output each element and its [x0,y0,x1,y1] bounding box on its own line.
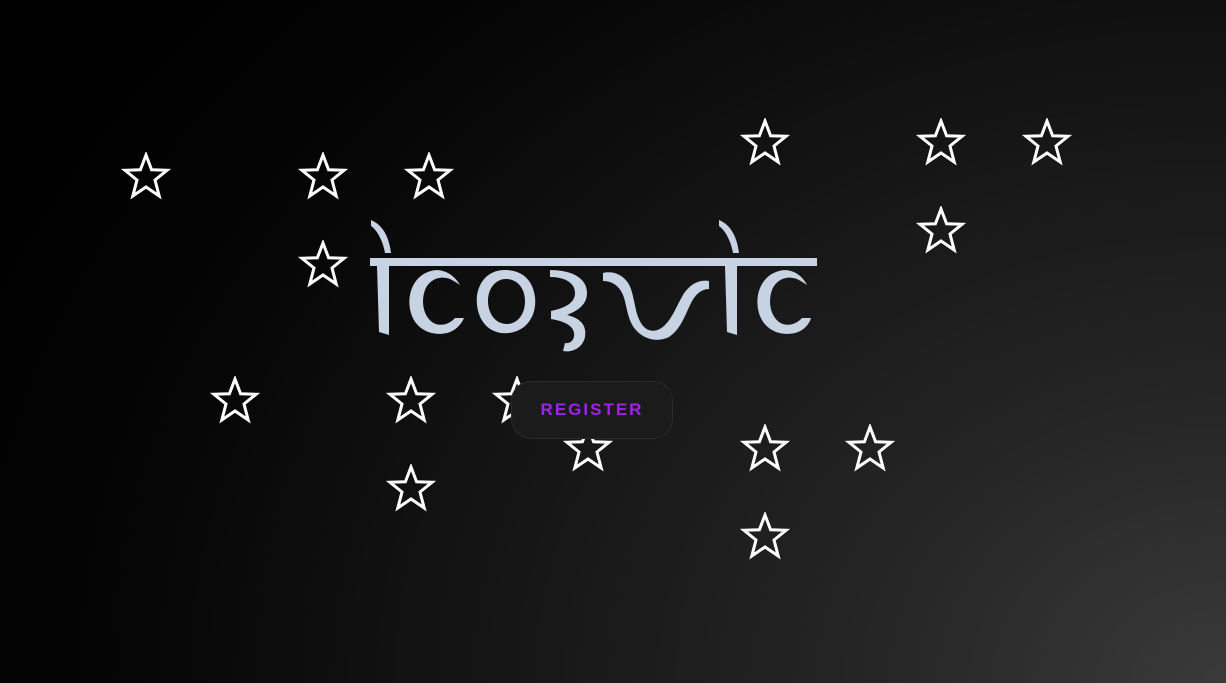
star-icon [386,376,436,424]
star-icon [916,118,966,166]
star-icon [210,376,260,424]
register-button-label: REGISTER [540,400,644,419]
brand-logo [365,215,820,360]
star-icon [121,152,171,200]
star-icon [298,240,348,288]
brand-logo-graphic [365,215,820,360]
star-icon [916,206,966,254]
star-icon [298,152,348,200]
star-icon [740,512,790,560]
star-icon [404,152,454,200]
star-icon [386,464,436,512]
star-icon [740,424,790,472]
register-button[interactable] [511,381,673,439]
star-icon [740,118,790,166]
star-icon [1022,118,1072,166]
star-icon [845,424,895,472]
